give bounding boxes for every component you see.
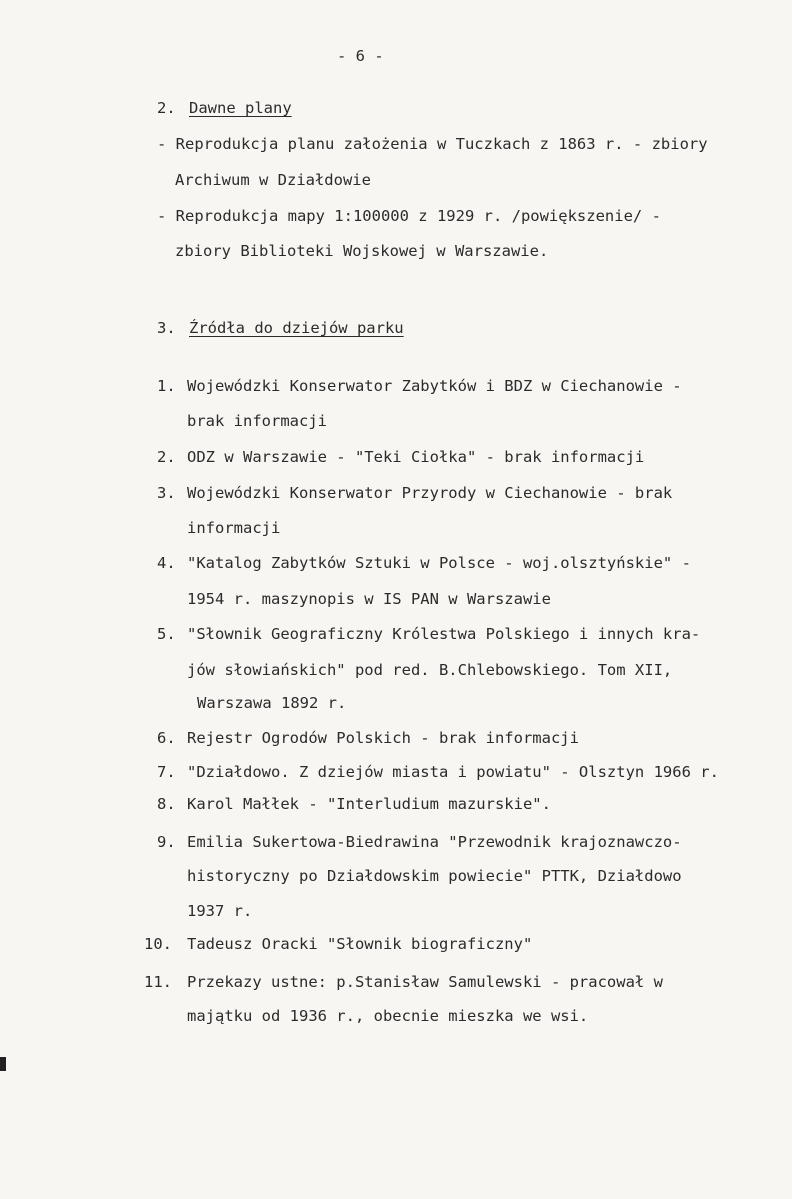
source-item-2-line-1: ODZ w Warszawie - "Teki Ciołka" - brak informacji — [187, 448, 645, 466]
source-item-11-line-1: Przekazy ustne: p.Stanisław Samulewski - pracował w — [187, 973, 663, 991]
source-item-6-line-1: Rejestr Ogrodów Polskich - brak informacji — [187, 729, 579, 747]
source-item-4-number: 4. — [157, 554, 176, 572]
section-2-line-3: - Reprodukcja mapy 1:100000 z 1929 r. /powiększenie/ - — [157, 207, 661, 225]
source-item-5-number: 5. — [157, 625, 176, 643]
source-item-8-line-1: Karol Małłek - "Interludium mazurskie". — [187, 795, 551, 813]
source-item-9-line-3: 1937 r. — [187, 902, 253, 920]
source-item-4-line-2: 1954 r. maszynopis w IS PAN w Warszawie — [187, 590, 551, 608]
source-item-11-number: 11. — [144, 973, 172, 991]
source-item-8-number: 8. — [157, 795, 176, 813]
source-item-3-number: 3. — [157, 484, 176, 502]
source-item-5-line-3: Warszawa 1892 r. — [197, 694, 347, 712]
section-2-line-4: zbiory Biblioteki Wojskowej w Warszawie. — [175, 242, 549, 260]
source-item-1-number: 1. — [157, 377, 176, 395]
margin-mark — [0, 1057, 6, 1071]
section-2-line-1: - Reprodukcja planu założenia w Tuczkach z 1863 r. - zbiory — [157, 135, 708, 153]
section-2-title: Dawne plany — [189, 99, 292, 117]
section-2-line-2: Archiwum w Działdowie — [175, 171, 371, 189]
source-item-7-number: 7. — [157, 763, 176, 781]
source-item-9-line-1: Emilia Sukertowa-Biedrawina "Przewodnik krajoznawczo- — [187, 833, 682, 851]
section-3-title: Źródła do dziejów parku — [189, 319, 404, 337]
source-item-1-line-1: Wojewódzki Konserwator Zabytków i BDZ w Ciechanowie - — [187, 377, 682, 395]
source-item-4-line-1: "Katalog Zabytków Sztuki w Polsce - woj.olsztyńskie" - — [187, 554, 691, 572]
source-item-1-line-2: brak informacji — [187, 412, 327, 430]
source-item-7-line-1: "Działdowo. Z dziejów miasta i powiatu" - Olsztyn 1966 r. — [187, 763, 719, 781]
source-item-9-line-2: historyczny po Działdowskim powiecie" PTTK, Działdowo — [187, 867, 682, 885]
source-item-9-number: 9. — [157, 833, 176, 851]
source-item-3-line-2: informacji — [187, 519, 281, 537]
source-item-10-line-1: Tadeusz Oracki "Słownik biograficzny" — [187, 935, 533, 953]
source-item-6-number: 6. — [157, 729, 176, 747]
section-3-number: 3. — [157, 319, 176, 337]
section-2-number: 2. — [157, 99, 176, 117]
source-item-2-number: 2. — [157, 448, 176, 466]
source-item-11-line-2: majątku od 1936 r., obecnie mieszka we wsi. — [187, 1007, 589, 1025]
source-item-5-line-1: "Słownik Geograficzny Królestwa Polskiego i innych kra- — [187, 625, 701, 643]
source-item-5-line-2: jów słowiańskich" pod red. B.Chlebowskiego. Tom XII, — [187, 661, 673, 679]
source-item-10-number: 10. — [144, 935, 172, 953]
page-number: - 6 - — [337, 47, 384, 65]
source-item-3-line-1: Wojewódzki Konserwator Przyrody w Ciechanowie - brak — [187, 484, 673, 502]
